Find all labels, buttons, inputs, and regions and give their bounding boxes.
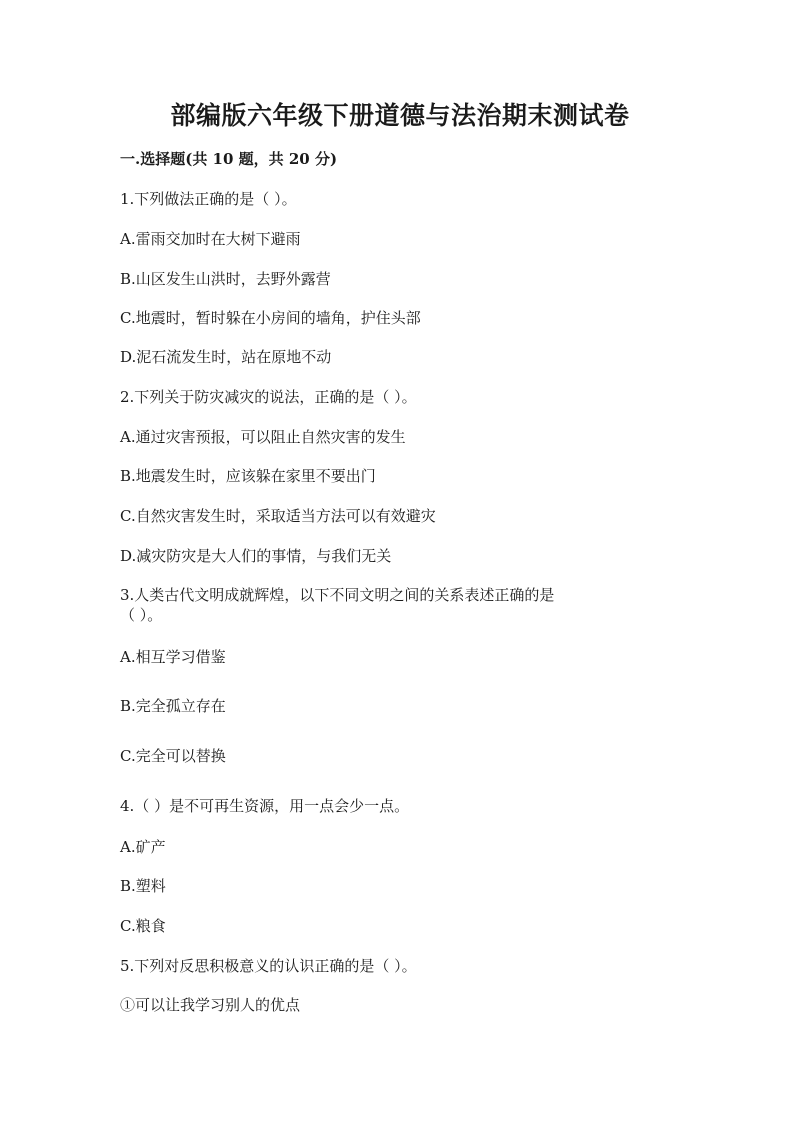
question-4-option-a: A.矿产 xyxy=(120,838,166,856)
question-4-option-c: C.粮食 xyxy=(120,917,166,935)
question-1-option-a: A.雷雨交加时在大树下避雨 xyxy=(120,230,301,248)
question-3-stem: 3.人类古代文明成就辉煌，以下不同文明之间的关系表述正确的是 xyxy=(120,586,555,604)
section-heading: 一.选择题(共 10 题，共 20 分) xyxy=(120,150,338,168)
question-3-option-b: B.完全孤立存在 xyxy=(120,697,226,715)
question-2-option-c: C.自然灾害发生时，采取适当方法可以有效避灾 xyxy=(120,507,436,525)
question-2-stem: 2.下列关于防灾减灾的说法，正确的是（ ）。 xyxy=(120,388,417,406)
page-title: 部编版六年级下册道德与法治期末测试卷 xyxy=(170,101,630,130)
question-1-option-b: B.山区发生山洪时，去野外露营 xyxy=(120,270,331,288)
question-1-option-d: D.泥石流发生时，站在原地不动 xyxy=(120,348,332,366)
question-1-option-c: C.地震时，暂时躲在小房间的墙角，护住头部 xyxy=(120,309,421,327)
question-2-option-a: A.通过灾害预报，可以阻止自然灾害的发生 xyxy=(120,428,406,446)
question-5-stem: 5.下列对反思积极意义的认识正确的是（ ）。 xyxy=(120,957,417,975)
question-4-option-b: B.塑料 xyxy=(120,877,166,895)
question-1-stem: 1.下列做法正确的是（ ）。 xyxy=(120,190,297,208)
question-3-option-c: C.完全可以替换 xyxy=(120,747,226,765)
question-2-option-d: D.减灾防灾是大人们的事情，与我们无关 xyxy=(120,547,392,565)
question-3-stem-continued: （ ）。 xyxy=(120,606,163,624)
question-2-option-b: B.地震发生时，应该躲在家里不要出门 xyxy=(120,467,376,485)
question-5-option-1: ①可以让我学习别人的优点 xyxy=(120,996,301,1014)
question-3-option-a: A.相互学习借鉴 xyxy=(120,648,226,666)
question-4-stem: 4.（ ）是不可再生资源，用一点会少一点。 xyxy=(120,797,410,815)
